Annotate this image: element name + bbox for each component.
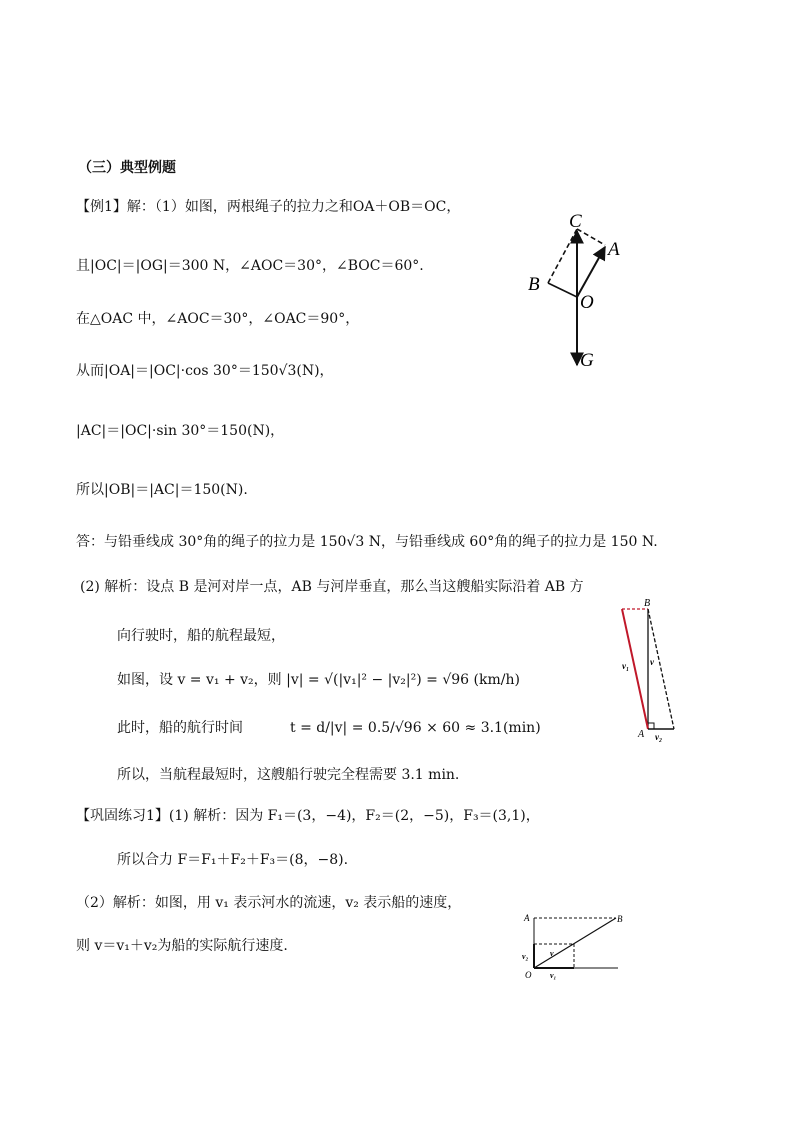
practice1-line1: 【巩固练习1】(1) 解析：因为 F₁＝(3，−4)，F₂＝(2，−5)，F₃＝(3,1)，	[76, 808, 540, 824]
practice1-line2: 所以合力 F＝F₁＋F₂＋F₃＝(8，−8).	[117, 852, 349, 868]
label-a3: A	[524, 913, 530, 923]
example1-line2: 且|OC|＝|OG|＝300 N，∠AOC＝30°，∠BOC＝60°.	[76, 258, 424, 274]
label-o: O	[580, 292, 594, 313]
practice1-line3: （2）解析：如图，用 v₁ 表示河水的流速，v₂ 表示船的速度，	[76, 895, 462, 911]
label-v-3: v	[550, 949, 554, 958]
label-b: B	[528, 274, 540, 295]
label-v2-3: v₂	[522, 952, 529, 961]
part2-line2: 向行驶时，船的航程最短，	[117, 628, 285, 644]
label-v1: v₁	[622, 661, 630, 671]
example1-line1: 【例1】解：（1）如图，两根绳子的拉力之和OA＋OB＝OC，	[76, 199, 461, 215]
dashed-ob	[548, 283, 577, 297]
river-crossing-diagram	[612, 595, 684, 743]
section-title: （三）典型例题	[78, 160, 176, 176]
label-b3: B	[617, 914, 623, 924]
example1-line6: 所以|OB|＝|AC|＝150(N).	[76, 482, 248, 498]
vector-oa	[577, 247, 605, 297]
label-a2: A	[638, 729, 645, 740]
dashed-right	[648, 609, 674, 729]
part2-line4-label: 此时，船的航行时间	[117, 720, 243, 736]
practice1-line4: 则 v＝v₁＋v₂为船的实际航行速度.	[76, 938, 288, 954]
part2-line5: 所以，当航程最短时，这艘船行驶完全程需要 3.1 min.	[117, 767, 460, 783]
label-v2: v₂	[655, 732, 663, 742]
label-v: v	[650, 657, 654, 667]
part2-line1: (2) 解析：设点 B 是河对岸一点，AB 与河岸垂直，那么当这艘船实际沿着 AB 方	[80, 579, 584, 595]
label-v1-3: v₁	[550, 971, 557, 980]
label-a: A	[608, 239, 620, 260]
example1-answer: 答：与铅垂线成 30°角的绳子的拉力是 150√3 N，与铅垂线成 60°角的绳子的拉力是 150 N.	[76, 534, 658, 550]
label-b2: B	[644, 598, 651, 609]
vector-ob	[534, 918, 616, 968]
part2-line3: 如图，设 v = v₁ + v₂，则 |v| = √(|v₁|² − |v₂|²) = √96 (km/h)	[117, 672, 520, 688]
velocity-diagram	[516, 910, 626, 982]
force-diagram	[520, 205, 630, 375]
example1-line4: 从而|OA|＝|OC|·cos 30°＝150√3(N)，	[76, 363, 334, 379]
label-c: C	[569, 211, 582, 232]
example1-line3: 在△OAC 中，∠AOC＝30°，∠OAC＝90°，	[76, 311, 360, 327]
dashed-bc	[548, 229, 577, 283]
right-angle-mark	[648, 723, 654, 729]
part2-time-formula: t = d/|v| = 0.5/√96 × 60 ≈ 3.1(min)	[290, 720, 541, 736]
example1-line5: |AC|＝|OC|·sin 30°＝150(N)，	[76, 423, 285, 439]
label-o3: O	[525, 970, 532, 980]
label-g: G	[580, 350, 594, 371]
